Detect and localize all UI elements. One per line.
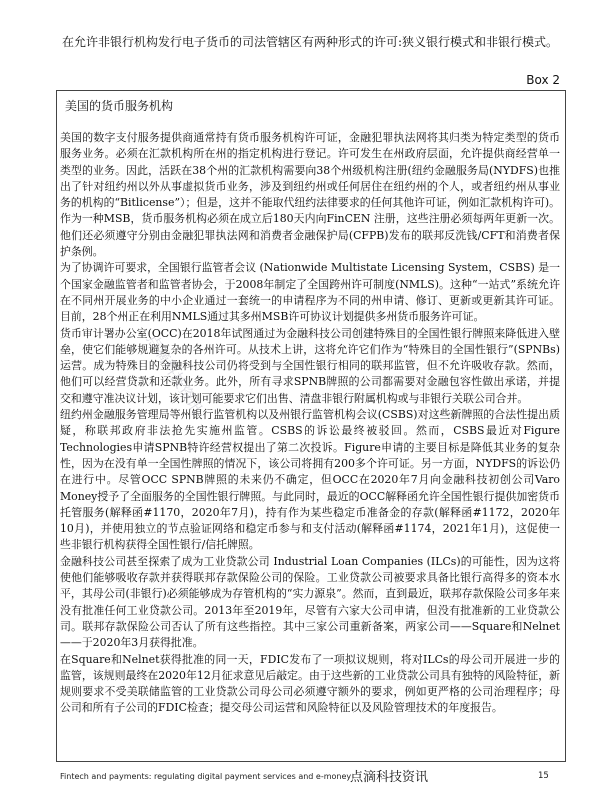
box-body — [60, 130, 560, 717]
paragraph: 货币审计署办公室(OCC)在2018年试图通过为金融科技公司创建特殊目的全国性银行牌照来降低进入壁垒，使它们能够规避复杂的各州许可。从技术上讲，这将允许它们作为“特殊目的全国性银行”(SPNBs)运营。成为特殊目的金融科技公司仍将受到与全国性银行相同的联邦监管，但不允许吸收存款。然而，他们可以经营贷款和还款业务。此外，所有寻求SPNB牌照的公司都需要对金融包容性做出承诺，并提交和遵守准决议计划，该计划可能要求它们出售、清盘非银行附属机构或与非银行关联公司合并。 — [60, 326, 560, 405]
footer-title: Fintech and payments: regulating digital payment services and e-money — [60, 772, 352, 781]
footer-brand: 点滴科技资讯 — [350, 770, 429, 785]
watermark: 点滴科技资讯 — [143, 331, 207, 417]
paragraph: 为了协调许可要求，全国银行监管者会议 (Nationwide Multistate Licensing System，CSBS) 是一个国家金融监管者和监管者协会，于2008年制定了全国跨州许可制度(NMLS)。这种“一站式”系统允许在不同州开展业务的中小企业通过一套统一的申请程序为不同的州申请、修订、更新或更新其许可证。目前，28个州正在利用NMLS通过其多州MSB许可协议计划提供多州货币服务许可证。 — [60, 261, 560, 324]
page-number: 15 — [538, 771, 549, 781]
paragraph: 美国的数字支付服务提供商通常持有货币服务机构许可证，金融犯罪执法网将其归类为特定类型的货币服务业务。必须在汇款机构所在州的指定机构进行登记。许可发生在州政府层面，允许提供商经营单一类型的业务。因此，活跃在38个州的汇款机构需要向38个州级机构注册(纽约金融服务局(NYDFS)也推出了针对纽约州以外从事虚拟货币业务，涉及到纽约州或任何居住在纽约州的个人，或者纽约州从事业务的机构的“Bitlicense”）；但是，这并不能取代纽约法律要求的任何其他许可证，例如汇款机构许可)。作为一种MSB，货币服务机构必须在成立后180天内向FinCEN 注册，这些注册必须每两年更新一次。他们还必须遵守分别由金融犯罪执法网和消费者金融保护局(CFPB)发布的联邦反洗钱/CFT和消费者保护条例。 — [60, 131, 560, 259]
paragraph: 在Square和Nelnet获得批准的同一天，FDIC发布了一项拟议规则，将对ILCs的母公司开展进一步的监管，该规则最终在2020年12月征求意见后敲定。由于这些新的工业贷款公司具有独特的风险特征，新规则要求不受美联储监管的工业贷款公司母公司必须遵守额外的要求，例如更严格的公司治理程序；母公司和所有子公司的FDIC检查；提交母公司运营和风险特征以及风险管理技术的年度报告。 — [60, 652, 560, 715]
box-title: 美国的货币服务机构 — [65, 99, 174, 113]
box-label: Box 2 — [526, 73, 560, 87]
page-footer — [60, 766, 560, 786]
box-panel — [56, 90, 566, 762]
paragraph: 金融科技公司甚至探索了成为工业贷款公司 Industrial Loan Companies (ILCs)的可能性，因为这将使他们能够吸收存款并获得联邦存款保险公司的保险。工业贷款公司被要求具备比银行高得多的资本水平，其母公司(非银行)必须能够成为存管机构的“实力源泉”。然而，直到最近，联邦存款保险公司多年来没有批准任何工业贷款公司。2013年至2019年，尽管有六家大公司申请，但没有批准新的工业贷款公司。联邦存款保险公司否认了所有这些指控。其中三家公司重新备案，两家公司——Square和Nelnet——于2020年3月获得批准。 — [60, 554, 560, 650]
intro-text: 在允许非银行机构发行电子货币的司法管辖区有两种形式的许可:狭义银行模式和非银行模式。 — [62, 35, 559, 49]
paragraph: 纽约州金融服务管理局等州银行监管机构以及州银行监管机构会议(CSBS)对这些新牌照的合法性提出质疑，称联邦政府非法抢先实施州监管。CSBS的诉讼最终被驳回。然而，CSBS最近对Figure Technologies申请SPNB特许经营权提出了第二次投诉。Figure申请的主要目标是降低其业务的复杂性，因为在没有单一全国性牌照的情况下，该公司将拥有200多个许可证。另一方面，NYDFS的诉讼仍在进行中。尽管OCC SPNB牌照的未来仍不确定，但OCC在2020年7月向金融科技初创公司Varo Money授予了全面服务的全国性银行牌照。与此同时，最近的OCC解释函允许全国性银行提供加密货币托管服务(解释函#1170，2020年7月)，持有作为某些稳定币准备金的存款(解释函#1172，2020年10月)，并使用独立的节点验证网络和稳定币参与和支付活动(解释函#1174，2021年1月)，这促使一些非银行机构获得全国性银行/信托牌照。 — [60, 408, 560, 552]
